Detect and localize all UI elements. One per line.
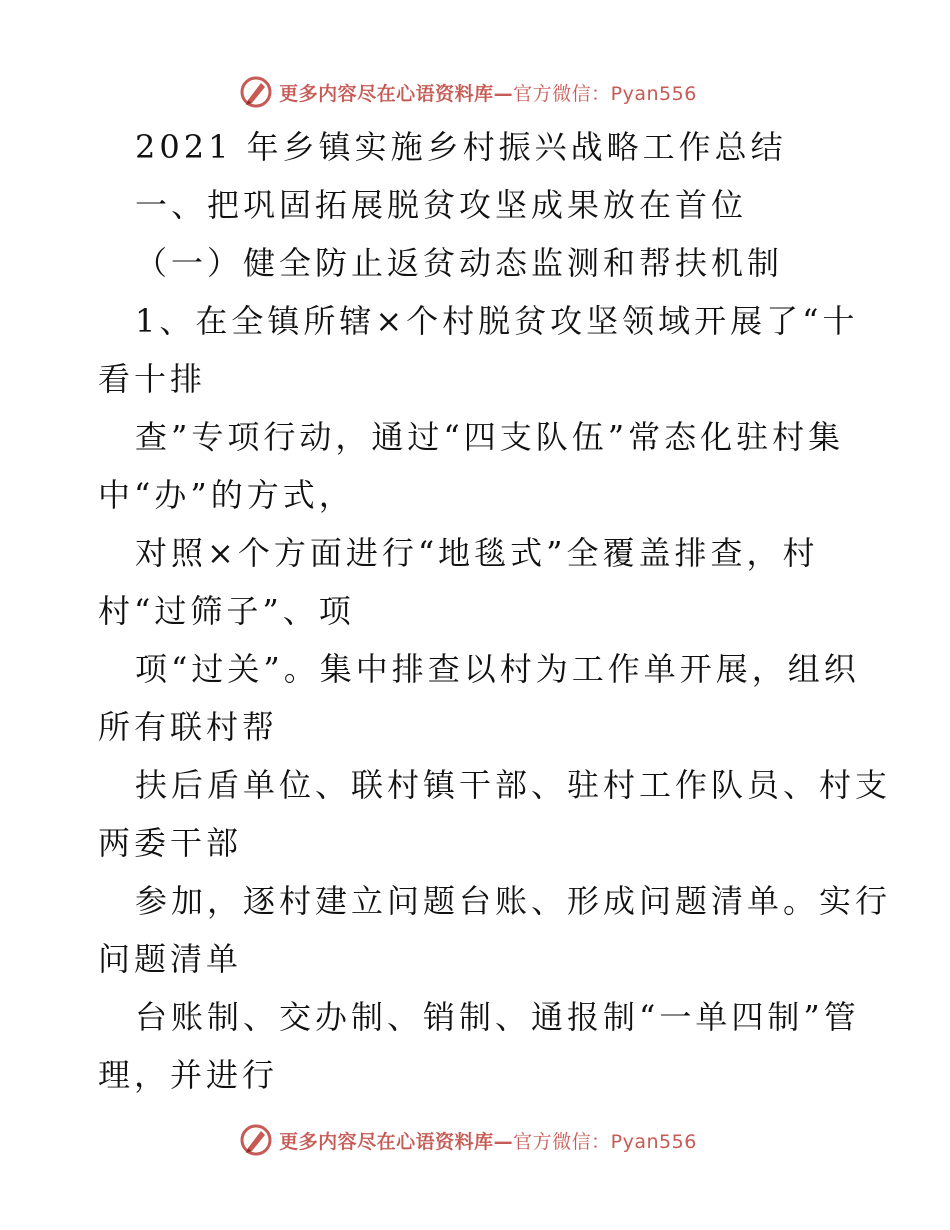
paragraph-line: 扶后盾单位、联村镇干部、驻村工作队员、村支 (135, 766, 892, 804)
paragraph-line: 中“办”的方式， (98, 476, 355, 514)
watermark-text (279, 1127, 697, 1154)
watermark-header (0, 72, 950, 112)
watermark-main: 更多内容尽在心语资料库— (279, 1130, 514, 1153)
watermark-sub: 官方微信：Pyan556 (513, 1130, 697, 1153)
document-title: 2021 年乡镇实施乡村振兴战略工作总结 (135, 128, 787, 166)
paragraph-line: 参加，逐村建立问题台账、形成问题清单。实行 (135, 882, 892, 920)
paragraph-line: 项“过关”。集中排查以村为工作单开展，组织 (135, 650, 860, 688)
paragraph-line: 对照×个方面进行“地毯式”全覆盖排查，村 (135, 534, 819, 572)
paragraph-line: 问题清单 (98, 940, 243, 978)
paragraph-line: 两委干部 (98, 824, 243, 862)
watermark-text (279, 79, 697, 106)
heading-level-1: 一、把巩固拓展脱贫攻坚成果放在首位 (135, 186, 748, 224)
paragraph-line: 村“过筛子”、项 (98, 592, 355, 630)
watermark-footer (0, 1120, 950, 1160)
pen-logo-icon (239, 75, 273, 109)
paragraph-line: 所有联村帮 (98, 708, 279, 746)
pen-logo-icon (239, 1123, 273, 1157)
watermark-main: 更多内容尽在心语资料库— (279, 82, 514, 105)
paragraph-line: 1、在全镇所辖×个村脱贫攻坚领域开展了“十 (135, 302, 859, 340)
paragraph-line: 查”专项行动，通过“四支队伍”常态化驻村集 (135, 418, 845, 456)
paragraph-line: 台账制、交办制、销制、通报制“一单四制”管 (135, 998, 860, 1036)
heading-level-2: （一）健全防止返贫动态监测和帮扶机制 (135, 244, 784, 282)
paragraph-line: 看十排 (98, 360, 207, 398)
watermark-sub: 官方微信：Pyan556 (513, 82, 697, 105)
paragraph-line: 理，并进行 (98, 1056, 279, 1094)
